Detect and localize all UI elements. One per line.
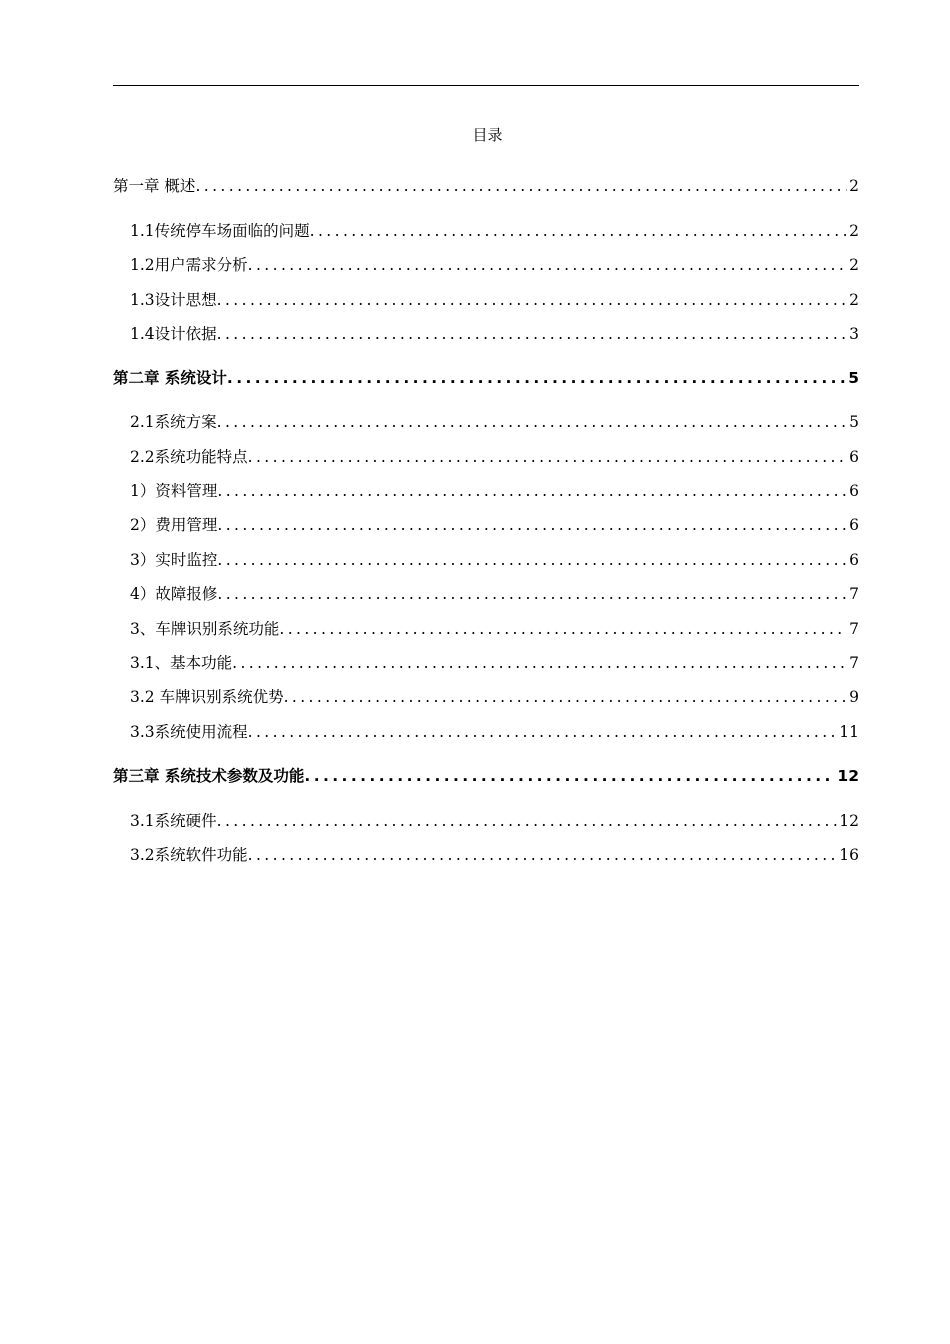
toc-dot-leader xyxy=(248,721,838,743)
toc-entry-3-1-hardware[interactable] xyxy=(130,810,859,832)
toc-entry-2-1[interactable] xyxy=(130,411,859,433)
toc-page-number: 7 xyxy=(849,654,859,672)
toc-entry-item-3[interactable] xyxy=(130,549,859,571)
toc-page-number: 11 xyxy=(839,723,859,741)
toc-page-number: 6 xyxy=(849,551,859,569)
toc-page-number: 2 xyxy=(849,177,859,195)
toc-page-number: 16 xyxy=(839,846,859,864)
toc-page-number: 6 xyxy=(849,482,859,500)
toc-page-number: 12 xyxy=(839,812,859,830)
toc-page-number: 2 xyxy=(849,222,859,240)
toc-entry-1-2[interactable] xyxy=(130,254,859,276)
toc-page-number: 2 xyxy=(849,256,859,274)
toc-dot-leader xyxy=(217,323,847,345)
toc-entry-label: 3、车牌识别系统功能 xyxy=(130,620,280,638)
toc-dot-leader xyxy=(284,686,848,708)
toc-entry-label: 第二章 系统设计 xyxy=(113,369,227,387)
toc-title: 目录 xyxy=(472,126,503,144)
toc-entry-label: 1.1传统停车场面临的问题 xyxy=(130,222,310,240)
toc-entry-label: 3）实时监控 xyxy=(130,551,218,569)
toc-entry-label: 3.1、基本功能 xyxy=(130,654,233,672)
toc-page-number: 9 xyxy=(849,688,859,706)
toc-dot-leader xyxy=(217,411,847,433)
toc-entry-2-2[interactable] xyxy=(130,446,859,468)
toc-dot-leader xyxy=(217,289,847,311)
toc-entry-1-1[interactable] xyxy=(130,220,859,242)
toc-dot-leader xyxy=(232,652,847,674)
toc-page-number: 6 xyxy=(849,516,859,534)
toc-dot-leader xyxy=(195,175,847,197)
toc-entry-label: 3.1系统硬件 xyxy=(130,812,217,830)
toc-dot-leader xyxy=(217,810,838,832)
toc-entry-label: 1.2用户需求分析 xyxy=(130,256,248,274)
toc-entry-label: 2）费用管理 xyxy=(130,516,218,534)
toc-entry-1-4[interactable] xyxy=(130,323,859,345)
toc-page-number: 12 xyxy=(837,767,859,785)
toc-dot-leader xyxy=(279,618,847,640)
toc-entry-label: 2.2系统功能特点 xyxy=(130,448,248,466)
toc-entry-section-3[interactable] xyxy=(130,618,859,640)
toc-dot-leader xyxy=(217,480,847,502)
toc-entry-3-1-basic[interactable] xyxy=(130,652,859,674)
toc-entry-label: 1.4设计依据 xyxy=(130,325,217,343)
toc-entry-label: 3.3系统使用流程 xyxy=(130,723,248,741)
toc-entry-chapter-2[interactable] xyxy=(113,367,859,389)
toc-dot-leader xyxy=(248,844,838,866)
toc-entry-item-2[interactable] xyxy=(130,514,859,536)
toc-dot-leader xyxy=(310,220,847,242)
toc-page-number: 7 xyxy=(849,585,859,603)
header-rule xyxy=(113,85,859,86)
toc-dot-leader xyxy=(217,549,847,571)
toc-entry-1-3[interactable] xyxy=(130,289,859,311)
toc-page-number: 5 xyxy=(848,369,859,387)
toc-dot-leader xyxy=(304,765,835,787)
toc-dot-leader xyxy=(227,367,846,389)
toc-entry-label: 2.1系统方案 xyxy=(130,413,217,431)
toc-entry-label: 3.2 车牌识别系统优势 xyxy=(130,688,284,706)
toc-entry-chapter-3[interactable] xyxy=(113,765,859,787)
toc-entry-label: 1）资料管理 xyxy=(130,482,218,500)
toc-dot-leader xyxy=(217,514,847,536)
toc-entry-label: 3.2系统软件功能 xyxy=(130,846,248,864)
toc-page-number: 7 xyxy=(849,620,859,638)
toc-dot-leader xyxy=(248,446,847,468)
toc-entry-3-2-software[interactable] xyxy=(130,844,859,866)
toc-entry-label: 第一章 概述 xyxy=(113,177,196,195)
toc-entry-label: 4）故障报修 xyxy=(130,585,218,603)
toc-entry-item-1[interactable] xyxy=(130,480,859,502)
toc-dot-leader xyxy=(217,583,847,605)
toc-page-number: 6 xyxy=(849,448,859,466)
toc-dot-leader xyxy=(248,254,847,276)
toc-entry-3-2-advantages[interactable] xyxy=(130,686,859,708)
toc-page-number: 3 xyxy=(849,325,859,343)
toc-entry-3-3-workflow[interactable] xyxy=(130,721,859,743)
toc-entry-label: 第三章 系统技术参数及功能 xyxy=(113,767,305,785)
toc-entry-chapter-1[interactable] xyxy=(113,175,859,197)
toc-entry-item-4[interactable] xyxy=(130,583,859,605)
toc-entry-label: 1.3设计思想 xyxy=(130,291,217,309)
toc-page-number: 2 xyxy=(849,291,859,309)
toc-page-number: 5 xyxy=(849,413,859,431)
